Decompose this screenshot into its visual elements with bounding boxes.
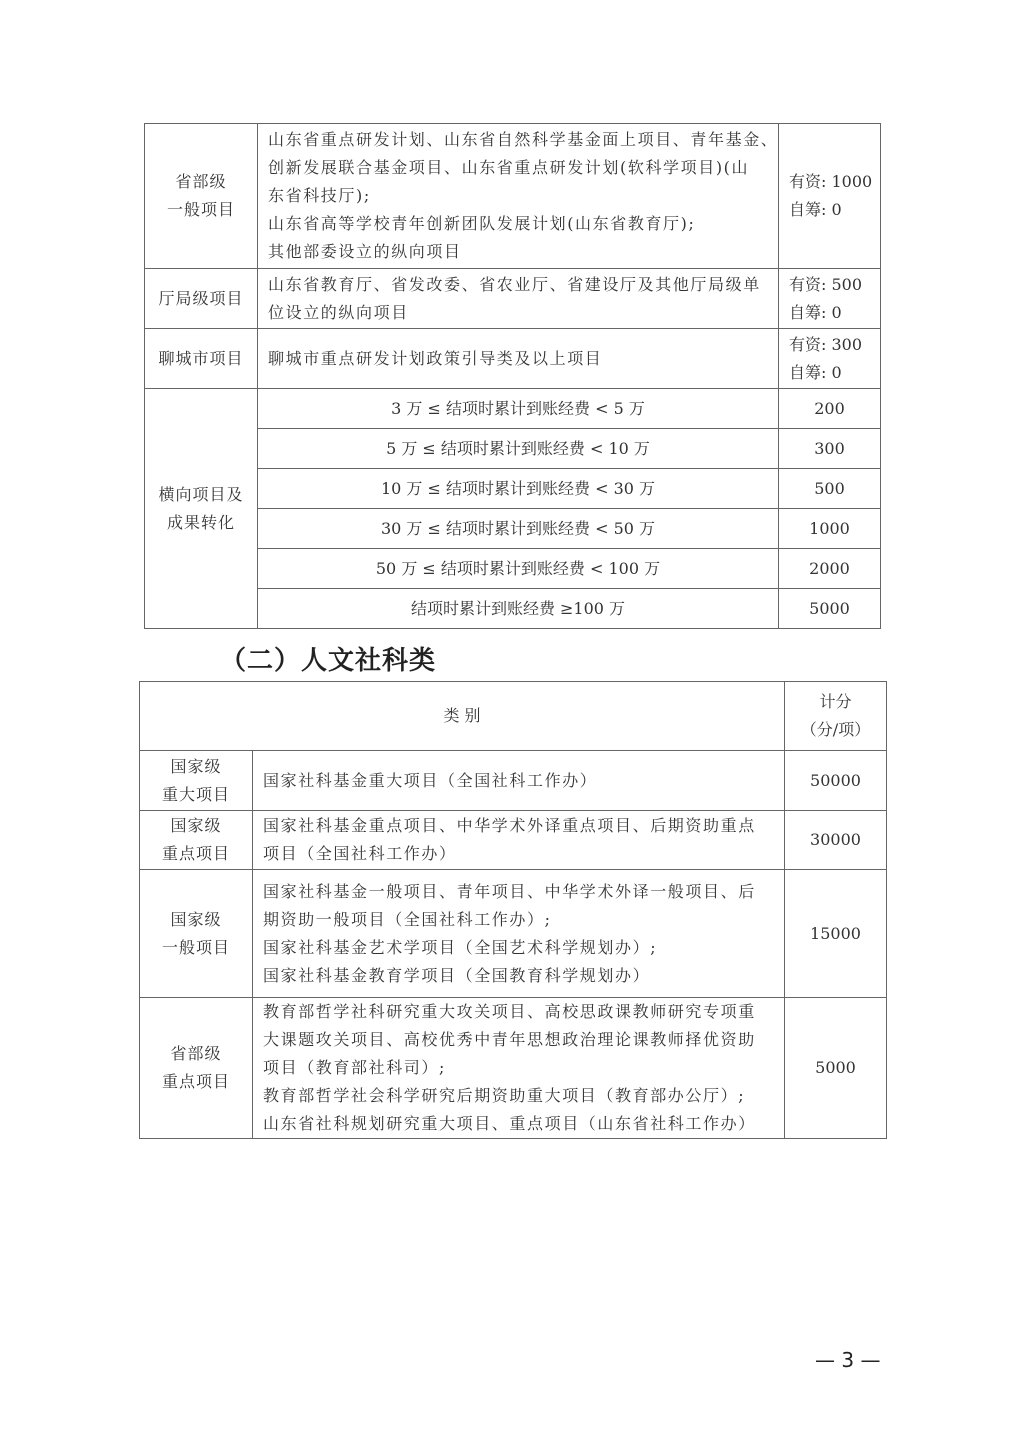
science-scoring-table [144, 123, 881, 629]
category-cell [140, 751, 253, 811]
category-text: 国家级 [170, 756, 222, 776]
category-text: 一般项目 [166, 200, 235, 219]
category-text: 一般项目 [161, 937, 230, 957]
description-line: 位设立的纵向项目 [268, 302, 409, 322]
score-cell: 30000 [785, 811, 887, 870]
description-line: 教育部哲学社会科学研究后期资助重大项目（教育部办公厅）; [263, 1086, 746, 1105]
tier-score: 5000 [779, 589, 881, 629]
category-text: 重点项目 [161, 844, 230, 863]
score-text: 有资: 300 [789, 334, 863, 354]
description-cell [258, 124, 779, 269]
description-cell [253, 811, 785, 870]
score-cell: 50000 [785, 751, 887, 811]
score-text: 自筹: 0 [789, 302, 842, 322]
category-text: 国家级 [170, 909, 222, 929]
description-line: 国家社科基金教育学项目（全国教育科学规划办） [263, 965, 651, 985]
tier-range: 10 万 ≤ 结项时累计到账经费 < 30 万 [258, 469, 779, 509]
tier-range: 50 万 ≤ 结项时累计到账经费 < 100 万 [258, 549, 779, 589]
description-line: 山东省社科规划研究重大项目、重点项目（山东省社科工作办） [263, 1114, 756, 1133]
description-line: 国家社科基金重点项目、中华学术外译重点项目、后期资助重点 [263, 816, 756, 835]
description-line: 国家社科基金重大项目（全国社科工作办） [263, 770, 598, 790]
score-text: 有资: 500 [789, 274, 863, 294]
table-row [140, 751, 887, 811]
description-line: 其他部委设立的纵向项目 [268, 242, 462, 261]
category-text: 省部级 [170, 1044, 222, 1063]
tier-score: 2000 [779, 549, 881, 589]
description-line: 大课题攻关项目、高校优秀中青年思想政治理论课教师择优资助 [263, 1030, 756, 1049]
description-line: 期资助一般项目（全国社科工作办）; [263, 909, 552, 929]
description-line: 创新发展联合基金项目、山东省重点研发计划(软科学项目)(山 [268, 158, 750, 177]
tier-score: 200 [779, 389, 881, 429]
description-line: 项目（教育部社科司）; [263, 1058, 446, 1077]
tier-range: 结项时累计到账经费 ≥100 万 [258, 589, 779, 629]
category-text: 成果转化 [166, 512, 235, 532]
header-category: 类 别 [140, 682, 785, 751]
tier-range: 3 万 ≤ 结项时累计到账经费 < 5 万 [258, 389, 779, 429]
header-score-text: （分/项） [800, 720, 871, 739]
category-text: 省部级 [175, 172, 227, 191]
score-text: 自筹: 0 [789, 200, 842, 219]
description-line: 东省科技厅); [268, 186, 371, 205]
table-row [145, 329, 881, 389]
category-cell [140, 811, 253, 870]
description-cell [253, 998, 785, 1139]
category-text: 国家级 [170, 816, 222, 835]
score-cell [779, 269, 881, 329]
description-line: 国家社科基金一般项目、青年项目、中华学术外译一般项目、后 [263, 881, 756, 901]
page-number: — 3 — [815, 1348, 881, 1372]
tier-score: 300 [779, 429, 881, 469]
tier-score: 500 [779, 469, 881, 509]
category-cell [145, 269, 258, 329]
category-text: 重大项目 [161, 784, 230, 804]
description-cell [253, 751, 785, 811]
tier-range: 30 万 ≤ 结项时累计到账经费 < 50 万 [258, 509, 779, 549]
humanities-scoring-table [139, 681, 887, 1139]
description-line: 国家社科基金艺术学项目（全国艺术科学规划办）; [263, 937, 658, 957]
category-text: 横向项目及 [158, 484, 244, 504]
table-row [145, 389, 881, 429]
description-line: 山东省高等学校青年创新团队发展计划(山东省教育厅); [268, 214, 696, 233]
category-cell [145, 389, 258, 629]
category-text: 厅局级项目 [158, 288, 244, 308]
category-cell [145, 329, 258, 389]
score-cell [779, 124, 881, 269]
category-cell [140, 870, 253, 998]
description-line: 山东省重点研发计划、山东省自然科学基金面上项目、青年基金、 [268, 130, 779, 149]
description-cell [253, 870, 785, 998]
description-line: 项目（全国社科工作办） [263, 844, 457, 863]
table-row [145, 269, 881, 329]
tier-score: 1000 [779, 509, 881, 549]
category-cell [140, 998, 253, 1139]
score-text: 自筹: 0 [789, 362, 842, 382]
table-row [140, 870, 887, 998]
score-cell: 5000 [785, 998, 887, 1139]
table-row [145, 124, 881, 269]
score-cell [779, 329, 881, 389]
description-cell [258, 269, 779, 329]
category-text: 聊城市项目 [158, 348, 244, 368]
category-cell [145, 124, 258, 269]
description-line: 聊城市重点研发计划政策引导类及以上项目 [268, 348, 603, 368]
score-cell: 15000 [785, 870, 887, 998]
header-score-text: 计分 [819, 692, 852, 711]
category-text: 重点项目 [161, 1072, 230, 1091]
description-line: 山东省教育厅、省发改委、省农业厅、省建设厅及其他厅局级单 [268, 274, 761, 294]
table-header-row [140, 682, 887, 751]
description-cell [258, 329, 779, 389]
score-text: 有资: 1000 [789, 172, 873, 191]
description-line: 教育部哲学社科研究重大攻关项目、高校思政课教师研究专项重 [263, 1002, 756, 1021]
header-score [785, 682, 887, 751]
tier-range: 5 万 ≤ 结项时累计到账经费 < 10 万 [258, 429, 779, 469]
table-row [140, 998, 887, 1139]
table-row [140, 811, 887, 870]
section-heading: （二）人文社科类 [220, 646, 437, 676]
